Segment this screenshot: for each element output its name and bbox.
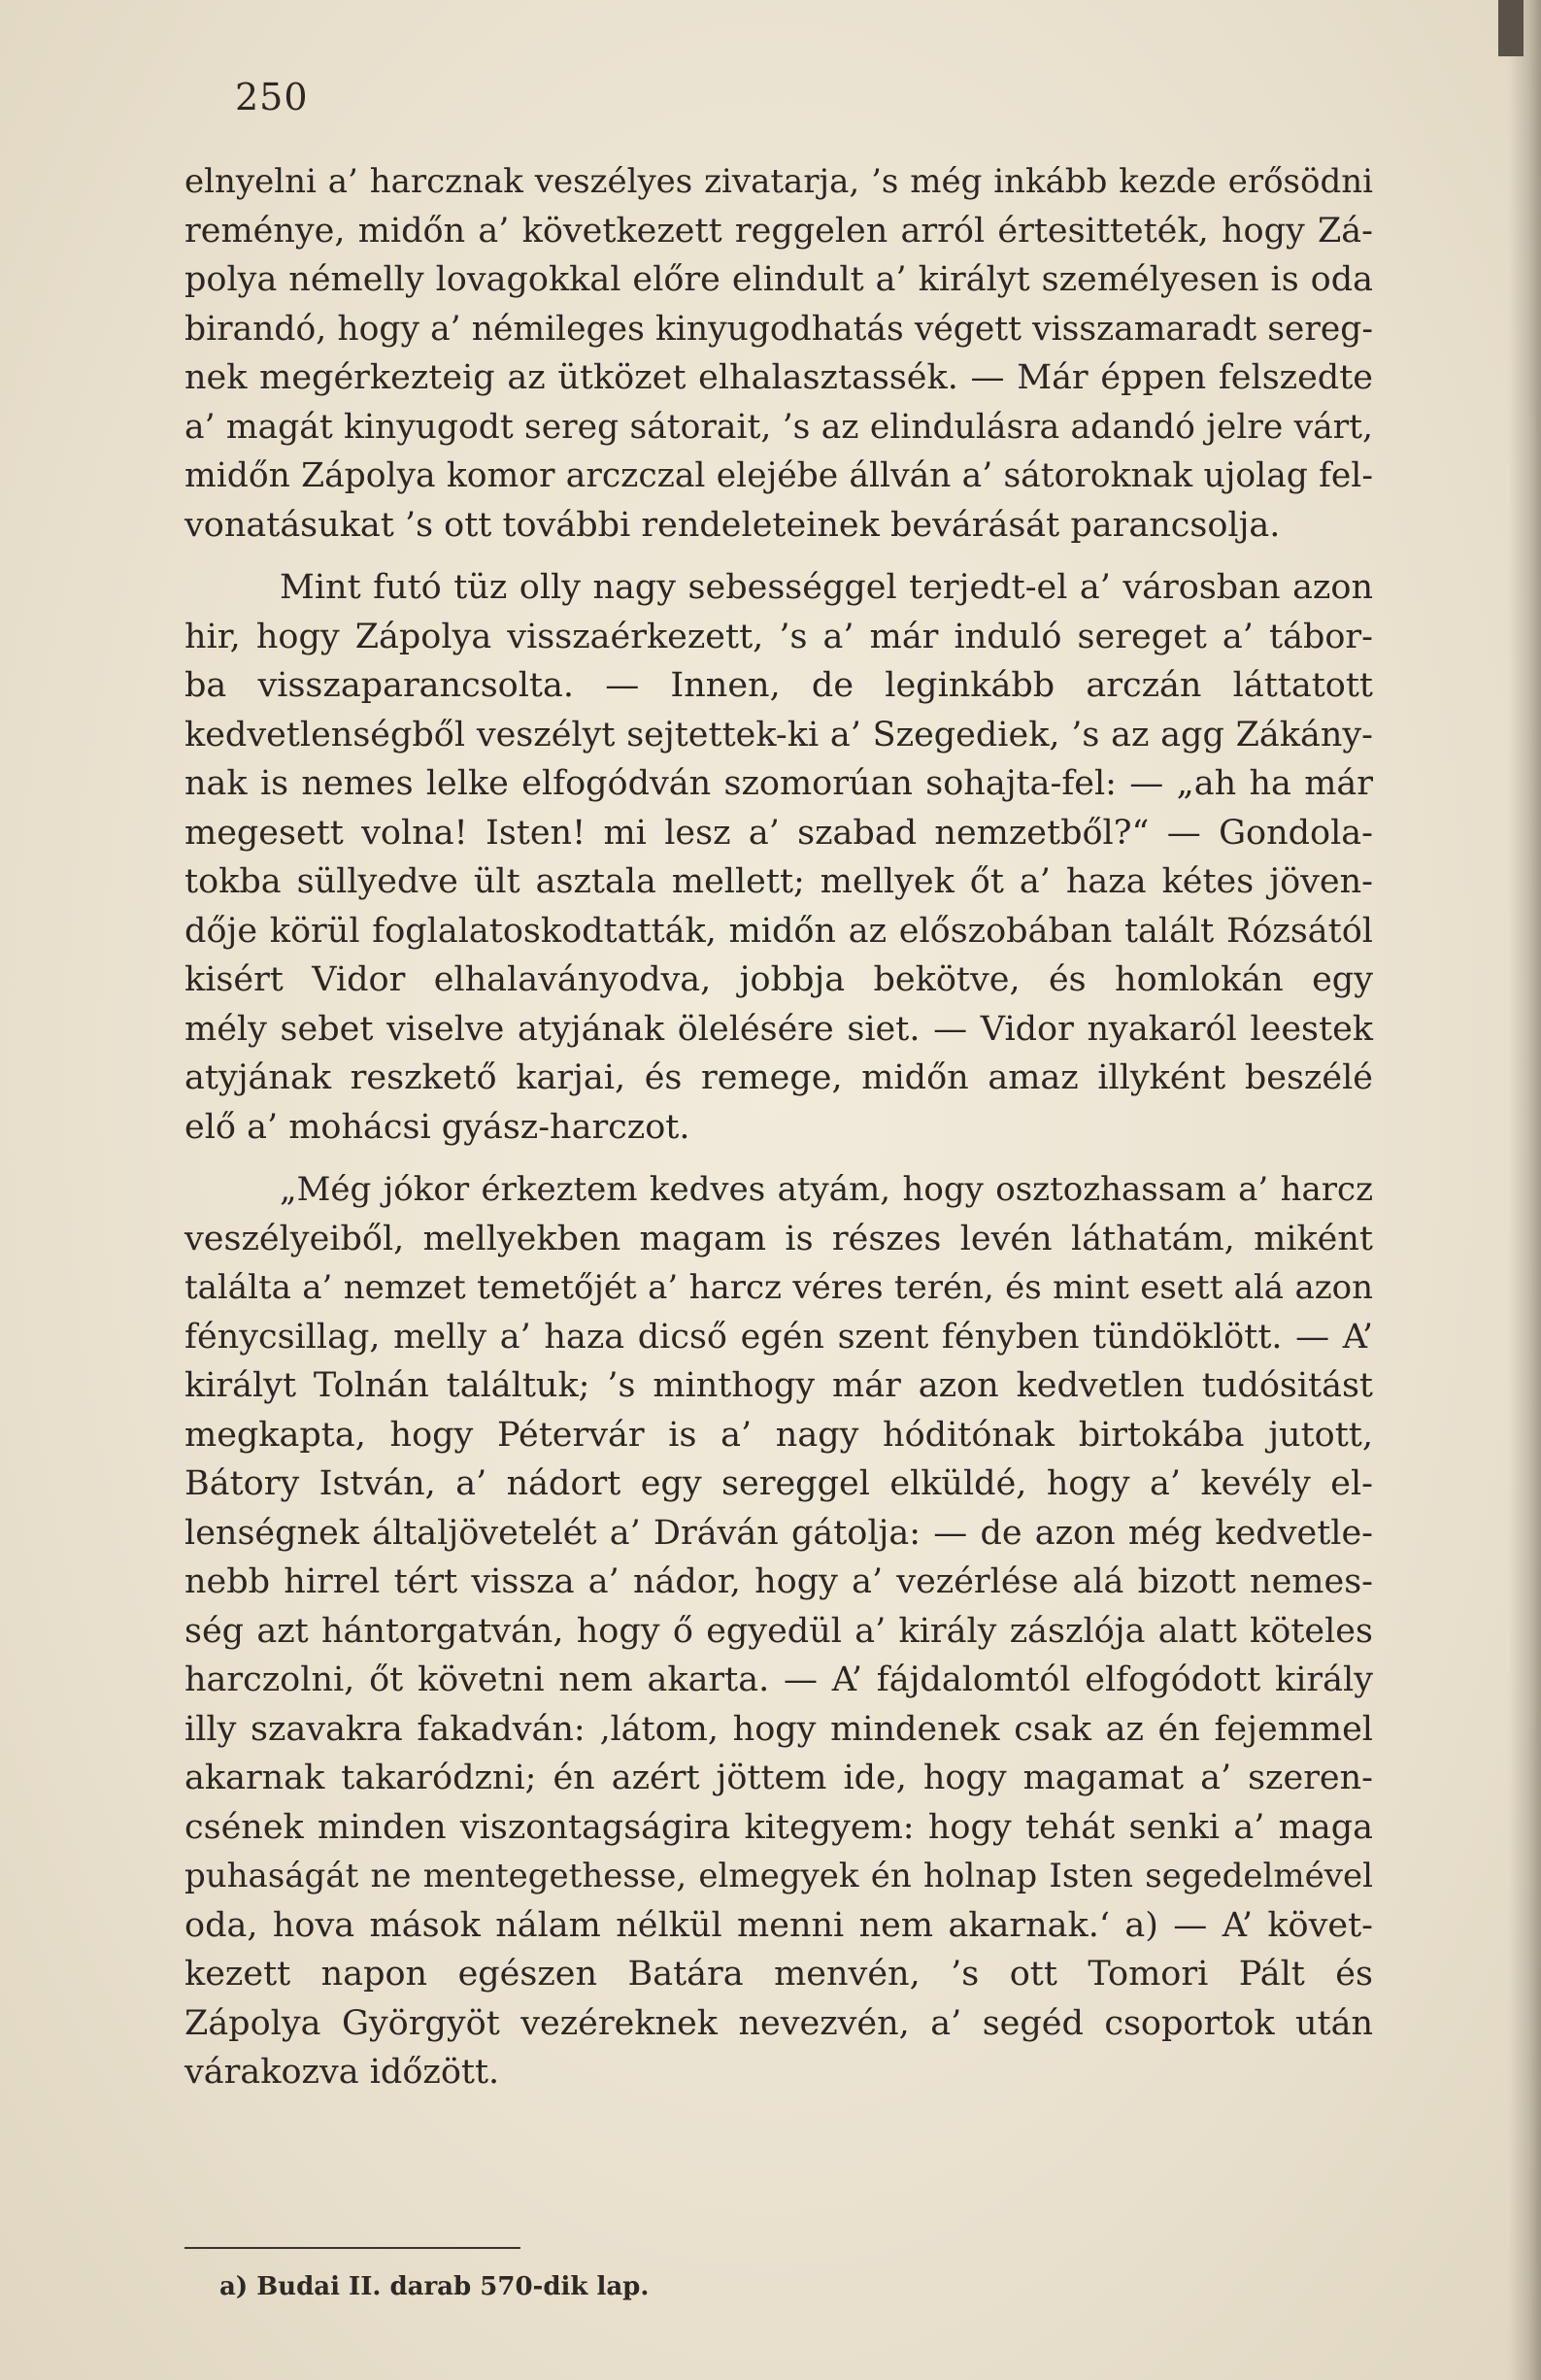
paragraph-gap [184, 550, 1373, 563]
paragraph-gap [184, 1152, 1373, 1165]
text-line: polya némelly lovagokkal előre elindult a’ királyt személyesen is oda [184, 260, 1373, 299]
text-line: akarnak takaródzni; én azért jöttem ide, hogy magamat a’ szeren- [184, 1759, 1373, 1797]
text-line: elő a’ mohácsi gyász-harczot. [184, 1107, 690, 1147]
text-line: veszélyeiből, mellyekben magam is részes levén láthatám, miként [184, 1219, 1373, 1258]
paragraph-3 [184, 1165, 1373, 2097]
text-line: kedvetlenségből veszélyt sejtettek-ki a’ Szegediek, ’s az agg Zákány- [184, 715, 1373, 754]
text-line: atyjának reszkető karjai, és remege, midőn amaz illyként beszélé [184, 1058, 1373, 1097]
footnote: a) Budai II. darab 570-dik lap. [219, 2272, 650, 2301]
text-line: harczolni, őt követni nem akarta. — A’ fájdalomtól elfogódott király [184, 1660, 1373, 1699]
text-line: reménye, midőn a’ következett reggelen arról értesitteték, hogy Zá- [184, 211, 1373, 251]
text-line: Mint futó tüz olly nagy sebességgel terjedt-el a’ városban azon [280, 568, 1373, 607]
text-line: vonatásukat ’s ott további rendeleteinek bevárását parancsolja. [184, 505, 1281, 545]
text-line: mély sebet viselve atyjának ölelésére siet. — Vidor nyakaról leestek [184, 1009, 1373, 1049]
corner-tab-mark [1498, 0, 1524, 56]
text-line: puhaságát ne mentegethesse, elmegyek én holnap Isten segedelmével [184, 1857, 1373, 1895]
text-line: királyt Tolnán találtuk; ’s minthogy már azon kedvetlen tudósitást [184, 1366, 1373, 1405]
text-line: Zápolya Györgyöt vezéreknek nevezvén, a’ segéd csoportok után [184, 2003, 1373, 2043]
text-line: „Még jókor érkeztem kedves atyám, hogy osztozhassam a’ harcz [280, 1170, 1373, 1209]
text-line: ség azt hántorgatván, hogy ő egyedül a’ király zászlója alatt köteles [184, 1611, 1373, 1651]
text-line: megkapta, hogy Pétervár is a’ nagy hóditónak birtokába jutott, [184, 1415, 1373, 1455]
text-line: nebb hirrel tért vissza a’ nádor, hogy a’ vezérlése alá bizott nemes- [184, 1562, 1373, 1601]
text-line: birandó, hogy a’ némileges kinyugodhatás végett visszamaradt sereg- [184, 309, 1373, 349]
body-text [184, 157, 1373, 2097]
text-line: megesett volna! Isten! mi lesz a’ szabad nemzetből?“ — Gondola- [184, 813, 1373, 853]
text-line: tokba süllyedve ült asztala mellett; mellyek őt a’ haza kétes jöven- [184, 862, 1373, 901]
text-line: kisért Vidor elhalaványodva, jobbja bekötve, és homlokán egy [184, 960, 1373, 999]
text-line: lenségnek általjövetelét a’ Dráván gátolja: — de azon még kedvetle- [184, 1513, 1373, 1553]
paragraph-2 [184, 563, 1373, 1152]
text-line: kezett napon egészen Batára menvén, ’s ott Tomori Pált és [184, 1955, 1373, 1994]
text-line: hir, hogy Zápolya visszaérkezett, ’s a’ már induló sereget a’ tábor- [184, 617, 1373, 656]
text-line: a’ magát kinyugodt sereg sátorait, ’s az elindulásra adandó jelre várt, [184, 407, 1373, 447]
text-line: midőn Zápolya komor arczczal elejébe állván a’ sátoroknak ujolag fel- [184, 456, 1373, 495]
text-line: nak is nemes lelke elfogódván szomorúan sohajta-fel: — „ah ha már [184, 764, 1373, 803]
text-line: illy szavakra fakadván: ‚látom, hogy mindenek csak az én fejemmel [184, 1709, 1373, 1749]
page-edge-shadow [1508, 0, 1541, 2380]
footnote-divider [184, 2247, 520, 2249]
text-line: oda, hova mások nálam nélkül menni nem akarnak.‘ a) — A’ követ- [184, 1905, 1373, 1945]
text-line: találta a’ nemzet temetőjét a’ harcz véres terén, és mint esett alá azon [184, 1268, 1373, 1307]
paragraph-1 [184, 157, 1373, 550]
text-line: dője körül foglalatoskodtatták, midőn az előszobában talált Rózsától [184, 911, 1373, 951]
text-line: várakozva időzött. [184, 2053, 500, 2092]
text-line: nek megérkezteig az ütközet elhalasztassék. — Már éppen felszedte [184, 358, 1373, 397]
text-line: ba visszaparancsolta. — Innen, de leginkább arczán láttatott [184, 666, 1373, 705]
page-number: 250 [235, 76, 309, 118]
text-line: elnyelni a’ harcznak veszélyes zivatarja, ’s még inkább kezde erősödni [184, 162, 1373, 201]
text-line: Bátory István, a’ nádort egy sereggel elküldé, hogy a’ kevély el- [184, 1464, 1373, 1503]
text-line: fénycsillag, melly a’ haza dicső egén szent fényben tündöklött. — A’ [184, 1317, 1373, 1357]
text-line: csének minden viszontagságira kitegyem: hogy tehát senki a’ maga [184, 1807, 1373, 1847]
